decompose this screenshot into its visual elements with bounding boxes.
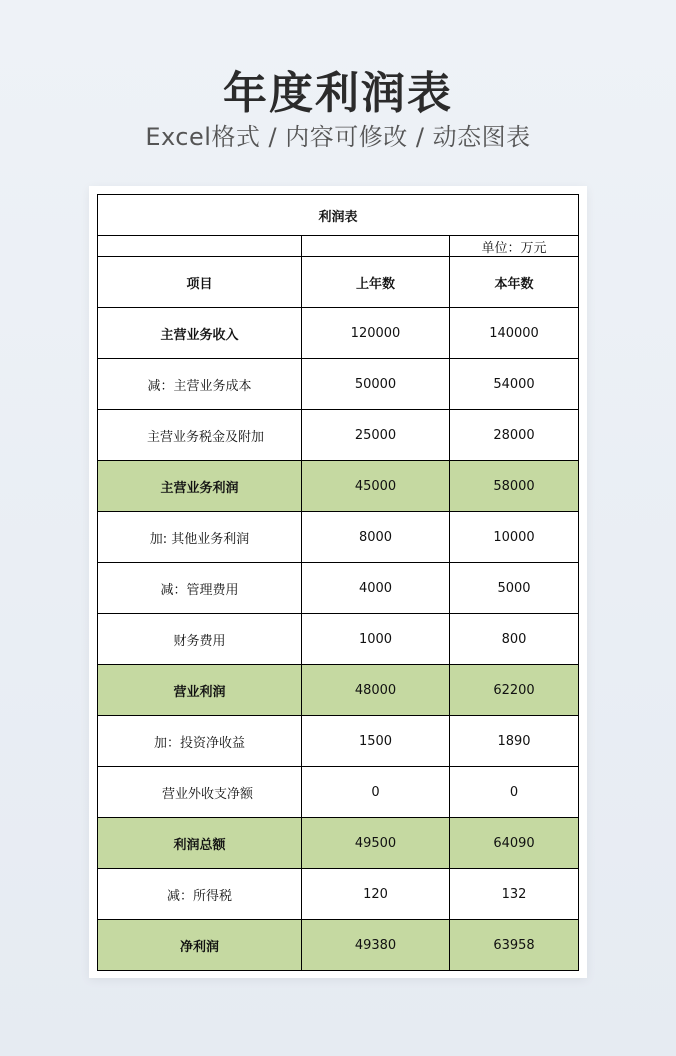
table-row <box>98 767 579 818</box>
row-label: 财务费用 <box>98 614 302 665</box>
table-title: 利润表 <box>98 195 579 236</box>
cell-last-year: 49380 <box>302 920 450 971</box>
cell-last-year: 120 <box>302 869 450 920</box>
row-label: 减：主营业务成本 <box>98 359 302 410</box>
cell-last-year: 1000 <box>302 614 450 665</box>
unit-note: 单位：万元 <box>450 236 579 257</box>
unit-row <box>98 236 579 257</box>
cell-this-year: 1890 <box>450 716 579 767</box>
cell-this-year: 63958 <box>450 920 579 971</box>
table-row <box>98 869 579 920</box>
table-row <box>98 716 579 767</box>
row-label: 主营业务税金及附加 <box>98 410 302 461</box>
cell-this-year: 800 <box>450 614 579 665</box>
cell-last-year: 0 <box>302 767 450 818</box>
cell-this-year: 140000 <box>450 308 579 359</box>
cell-last-year: 1500 <box>302 716 450 767</box>
cell-this-year: 5000 <box>450 563 579 614</box>
column-header-row <box>98 257 579 308</box>
income-statement-table <box>97 194 579 971</box>
cell-last-year: 120000 <box>302 308 450 359</box>
table-title-row <box>98 195 579 236</box>
cell-last-year: 25000 <box>302 410 450 461</box>
row-label: 减：管理费用 <box>98 563 302 614</box>
cell-this-year: 54000 <box>450 359 579 410</box>
table-row <box>98 512 579 563</box>
unit-empty-cell <box>302 236 450 257</box>
row-label: 加: 其他业务利润 <box>98 512 302 563</box>
cell-last-year: 45000 <box>302 461 450 512</box>
cell-this-year: 62200 <box>450 665 579 716</box>
table-row <box>98 410 579 461</box>
table-row <box>98 614 579 665</box>
cell-last-year: 49500 <box>302 818 450 869</box>
spreadsheet-sheet <box>89 186 587 978</box>
row-label: 加：投资净收益 <box>98 716 302 767</box>
cell-last-year: 8000 <box>302 512 450 563</box>
page-subtitle: Excel格式 / 内容可修改 / 动态图表 <box>145 123 531 151</box>
cell-last-year: 48000 <box>302 665 450 716</box>
cell-this-year: 10000 <box>450 512 579 563</box>
table-row-subtotal <box>98 818 579 869</box>
page-title: 年度利润表 <box>223 68 453 119</box>
row-label: 利润总额 <box>98 818 302 869</box>
column-header-this-year: 本年数 <box>450 257 579 308</box>
row-label: 营业外收支净额 <box>98 767 302 818</box>
cell-this-year: 64090 <box>450 818 579 869</box>
unit-empty-cell <box>98 236 302 257</box>
table-row <box>98 359 579 410</box>
row-label: 减：所得税 <box>98 869 302 920</box>
cell-this-year: 0 <box>450 767 579 818</box>
row-label: 主营业务收入 <box>98 308 302 359</box>
row-label: 营业利润 <box>98 665 302 716</box>
table-row-subtotal <box>98 461 579 512</box>
column-header-item: 项目 <box>98 257 302 308</box>
table-row <box>98 563 579 614</box>
row-label: 主营业务利润 <box>98 461 302 512</box>
cell-this-year: 28000 <box>450 410 579 461</box>
table-row <box>98 308 579 359</box>
cell-this-year: 58000 <box>450 461 579 512</box>
table-row-subtotal <box>98 665 579 716</box>
table-row-total <box>98 920 579 971</box>
cell-last-year: 50000 <box>302 359 450 410</box>
row-label: 净利润 <box>98 920 302 971</box>
cell-this-year: 132 <box>450 869 579 920</box>
cell-last-year: 4000 <box>302 563 450 614</box>
column-header-last-year: 上年数 <box>302 257 450 308</box>
